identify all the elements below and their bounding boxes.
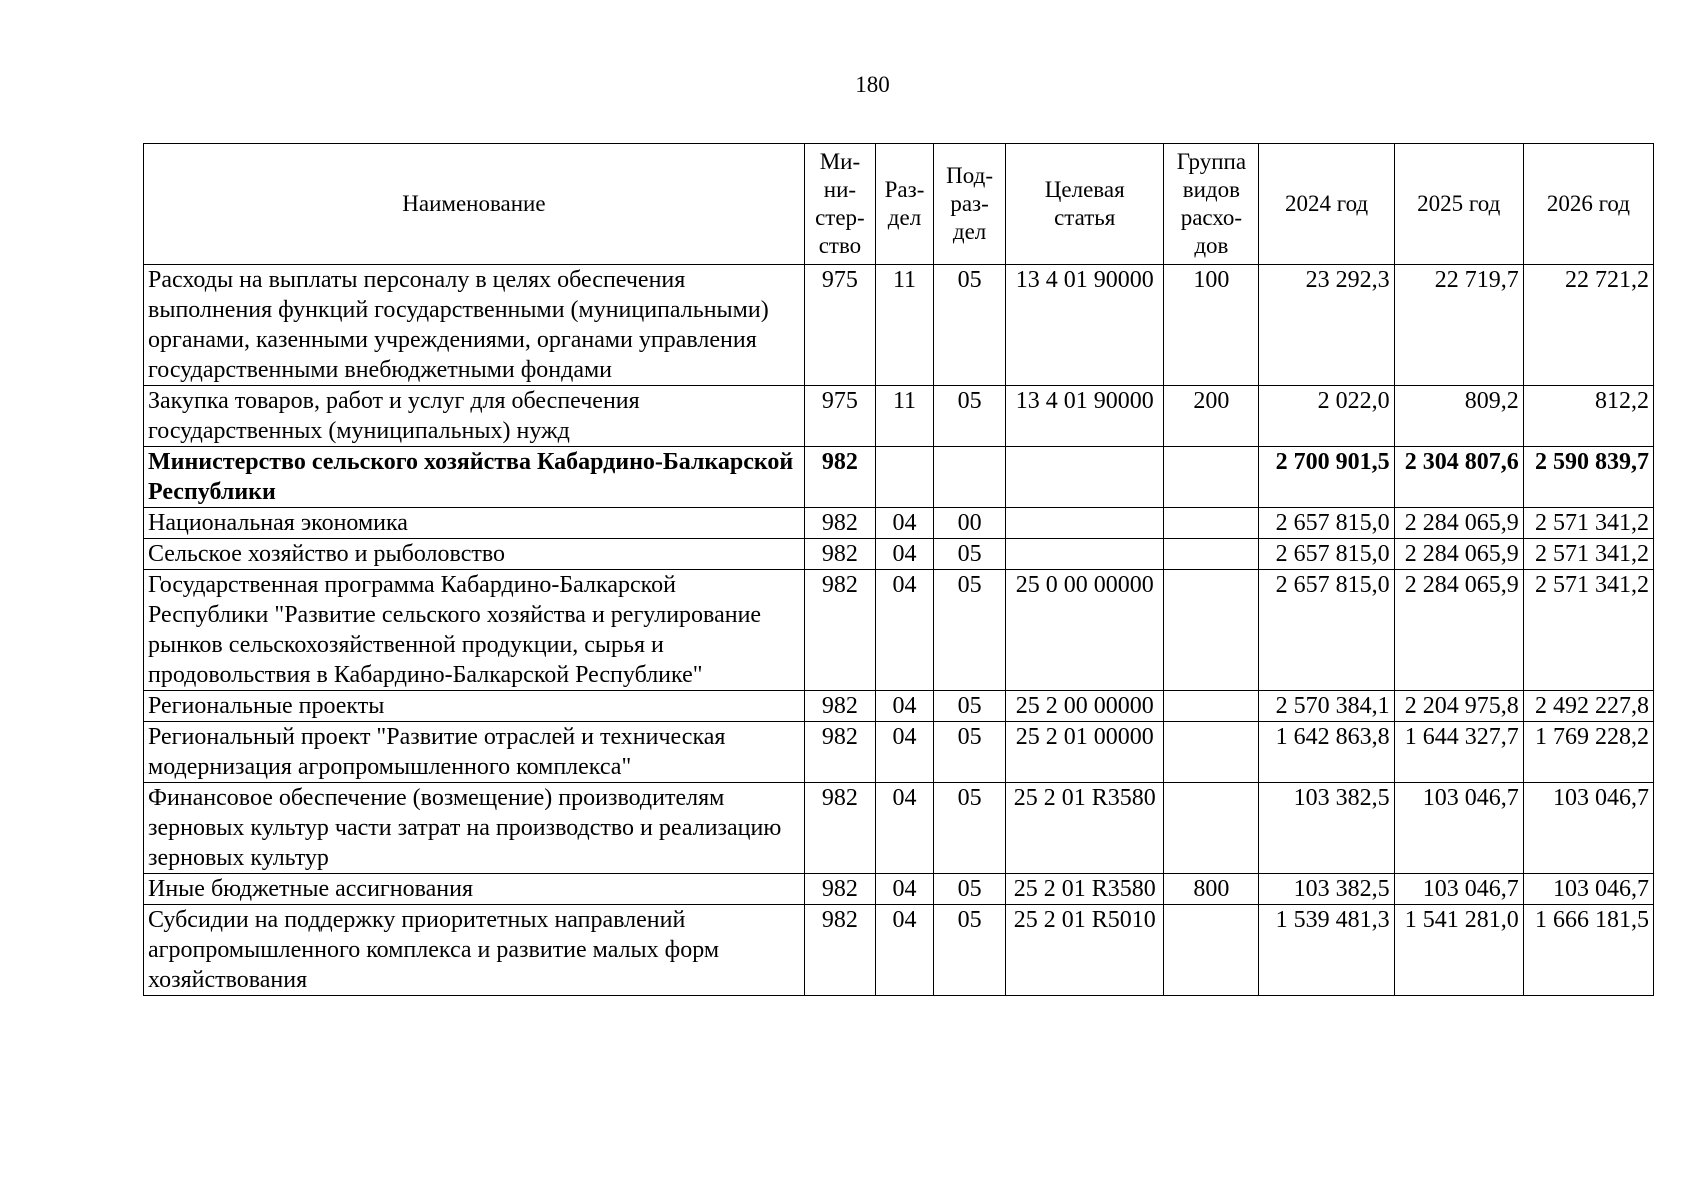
cell-ministry: 982 — [804, 539, 875, 570]
cell-2025: 1 541 281,0 — [1394, 905, 1523, 996]
cell-expense-group: 800 — [1164, 874, 1259, 905]
cell-2025: 22 719,7 — [1394, 265, 1523, 386]
cell-2024: 103 382,5 — [1259, 783, 1394, 874]
header-target-article: Целевая статья — [1006, 144, 1164, 265]
cell-2024: 2 657 815,0 — [1259, 539, 1394, 570]
cell-2025: 2 284 065,9 — [1394, 539, 1523, 570]
cell-2024: 1 539 481,3 — [1259, 905, 1394, 996]
cell-target-article: 25 2 00 00000 — [1006, 691, 1164, 722]
cell-name: Финансовое обеспечение (возмещение) производителям зерновых культур части затрат на производство и реализацию зерновых культур — [144, 783, 805, 874]
cell-subsection: 05 — [934, 265, 1006, 386]
cell-ministry: 975 — [804, 386, 875, 447]
header-ministry: Ми- ни- стер- ство — [804, 144, 875, 265]
cell-2025: 2 284 065,9 — [1394, 508, 1523, 539]
cell-subsection: 00 — [934, 508, 1006, 539]
cell-2024: 23 292,3 — [1259, 265, 1394, 386]
cell-2025: 103 046,7 — [1394, 783, 1523, 874]
cell-2024: 2 657 815,0 — [1259, 508, 1394, 539]
cell-2026: 2 590 839,7 — [1523, 447, 1653, 508]
cell-ministry: 982 — [804, 874, 875, 905]
cell-2024: 2 657 815,0 — [1259, 570, 1394, 691]
cell-2026: 1 769 228,2 — [1523, 722, 1653, 783]
cell-2024: 1 642 863,8 — [1259, 722, 1394, 783]
cell-2026: 2 571 341,2 — [1523, 570, 1653, 691]
table-body — [144, 265, 1654, 996]
cell-subsection: 05 — [934, 874, 1006, 905]
header-expense-group: Группа видов расхо- дов — [1164, 144, 1259, 265]
cell-expense-group: 100 — [1164, 265, 1259, 386]
page-number: 180 — [855, 72, 890, 97]
cell-expense-group — [1164, 508, 1259, 539]
table-row — [144, 783, 1654, 874]
cell-name: Иные бюджетные ассигнования — [144, 874, 805, 905]
cell-subsection: 05 — [934, 783, 1006, 874]
cell-2026: 103 046,7 — [1523, 783, 1653, 874]
cell-subsection: 05 — [934, 539, 1006, 570]
cell-subsection: 05 — [934, 570, 1006, 691]
cell-2026: 2 571 341,2 — [1523, 508, 1653, 539]
cell-ministry: 982 — [804, 783, 875, 874]
table-row — [144, 265, 1654, 386]
cell-name: Национальная экономика — [144, 508, 805, 539]
cell-target-article: 25 2 01 R3580 — [1006, 783, 1164, 874]
cell-section: 04 — [875, 691, 933, 722]
cell-ministry: 982 — [804, 570, 875, 691]
header-name: Наименование — [144, 144, 805, 265]
cell-target-article: 13 4 01 90000 — [1006, 265, 1164, 386]
cell-target-article: 25 0 00 00000 — [1006, 570, 1164, 691]
header-year-2025: 2025 год — [1394, 144, 1523, 265]
cell-2024: 2 022,0 — [1259, 386, 1394, 447]
header-year-2026: 2026 год — [1523, 144, 1653, 265]
cell-2025: 103 046,7 — [1394, 874, 1523, 905]
cell-name: Региональные проекты — [144, 691, 805, 722]
cell-name: Государственная программа Кабардино-Балкарской Республики "Развитие сельского хозяйства и регулирование рынков сельскохозяйственной продукции, сырья и продовольствия в Кабардино-Балкарской Республике" — [144, 570, 805, 691]
cell-ministry: 975 — [804, 265, 875, 386]
cell-subsection: 05 — [934, 691, 1006, 722]
table-row — [144, 508, 1654, 539]
table-header-row — [144, 144, 1654, 265]
cell-section: 04 — [875, 570, 933, 691]
cell-2026: 2 571 341,2 — [1523, 539, 1653, 570]
cell-section: 04 — [875, 905, 933, 996]
cell-target-article: 25 2 01 R5010 — [1006, 905, 1164, 996]
cell-subsection: 05 — [934, 722, 1006, 783]
budget-table — [143, 143, 1654, 996]
cell-name: Расходы на выплаты персоналу в целях обеспечения выполнения функций государственными (муниципальными) органами, казенными учреждениями, органами управления государственными внебюджетными фондами — [144, 265, 805, 386]
cell-2025: 1 644 327,7 — [1394, 722, 1523, 783]
cell-section: 11 — [875, 386, 933, 447]
cell-name: Субсидии на поддержку приоритетных направлений агропромышленного комплекса и развитие малых форм хозяйствования — [144, 905, 805, 996]
cell-2026: 22 721,2 — [1523, 265, 1653, 386]
cell-expense-group — [1164, 691, 1259, 722]
cell-ministry: 982 — [804, 722, 875, 783]
cell-2025: 2 284 065,9 — [1394, 570, 1523, 691]
cell-2025: 2 304 807,6 — [1394, 447, 1523, 508]
table-row — [144, 447, 1654, 508]
cell-target-article: 25 2 01 R3580 — [1006, 874, 1164, 905]
cell-2024: 103 382,5 — [1259, 874, 1394, 905]
cell-2026: 812,2 — [1523, 386, 1653, 447]
table-row — [144, 905, 1654, 996]
cell-section — [875, 447, 933, 508]
cell-target-article: 13 4 01 90000 — [1006, 386, 1164, 447]
cell-expense-group — [1164, 783, 1259, 874]
cell-section: 04 — [875, 508, 933, 539]
cell-expense-group — [1164, 570, 1259, 691]
cell-subsection: 05 — [934, 386, 1006, 447]
header-section: Раз- дел — [875, 144, 933, 265]
cell-section: 11 — [875, 265, 933, 386]
table-row — [144, 722, 1654, 783]
cell-name: Министерство сельского хозяйства Кабардино-Балкарской Республики — [144, 447, 805, 508]
cell-target-article — [1006, 508, 1164, 539]
cell-target-article: 25 2 01 00000 — [1006, 722, 1164, 783]
cell-2024: 2 570 384,1 — [1259, 691, 1394, 722]
cell-2026: 103 046,7 — [1523, 874, 1653, 905]
cell-section: 04 — [875, 722, 933, 783]
cell-expense-group — [1164, 905, 1259, 996]
cell-expense-group: 200 — [1164, 386, 1259, 447]
cell-section: 04 — [875, 539, 933, 570]
cell-name: Сельское хозяйство и рыболовство — [144, 539, 805, 570]
cell-expense-group — [1164, 722, 1259, 783]
cell-2024: 2 700 901,5 — [1259, 447, 1394, 508]
cell-2025: 809,2 — [1394, 386, 1523, 447]
header-subsection: Под- раз- дел — [934, 144, 1006, 265]
cell-2026: 1 666 181,5 — [1523, 905, 1653, 996]
table-row — [144, 539, 1654, 570]
table-row — [144, 691, 1654, 722]
cell-ministry: 982 — [804, 447, 875, 508]
cell-2026: 2 492 227,8 — [1523, 691, 1653, 722]
cell-expense-group — [1164, 447, 1259, 508]
cell-subsection — [934, 447, 1006, 508]
cell-name: Региональный проект "Развитие отраслей и техническая модернизация агропромышленного комплекса" — [144, 722, 805, 783]
cell-target-article — [1006, 539, 1164, 570]
cell-ministry: 982 — [804, 691, 875, 722]
cell-ministry: 982 — [804, 905, 875, 996]
table-row — [144, 874, 1654, 905]
cell-expense-group — [1164, 539, 1259, 570]
cell-section: 04 — [875, 874, 933, 905]
cell-subsection: 05 — [934, 905, 1006, 996]
header-year-2024: 2024 год — [1259, 144, 1394, 265]
cell-2025: 2 204 975,8 — [1394, 691, 1523, 722]
cell-section: 04 — [875, 783, 933, 874]
cell-ministry: 982 — [804, 508, 875, 539]
cell-name: Закупка товаров, работ и услуг для обеспечения государственных (муниципальных) нужд — [144, 386, 805, 447]
table-row — [144, 386, 1654, 447]
cell-target-article — [1006, 447, 1164, 508]
table-row — [144, 570, 1654, 691]
